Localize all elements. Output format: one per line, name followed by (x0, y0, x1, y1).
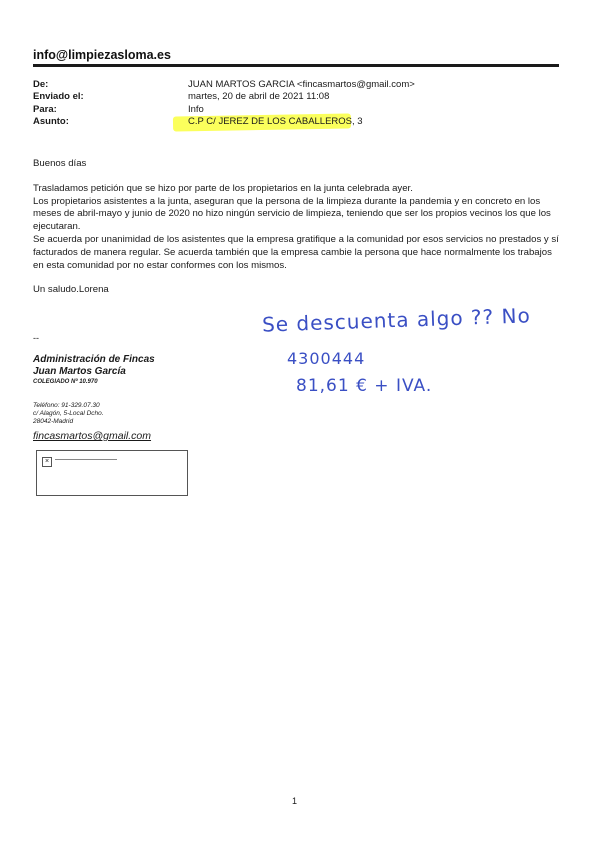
signature-line: Juan Martos García (33, 366, 126, 377)
signature-block (33, 354, 155, 387)
signature-contact (33, 402, 104, 426)
body-paragraph: Se acuerda por unanimidad de los asistentes que la empresa gratifique a la comunidad por esos servicios no prestados y sí facturados de manera regular. Se acuerda también que la empresa cambie la persona que hace normalmente los trabajos en esta comunidad por no estar conformes con los mismos. (33, 233, 559, 271)
handwritten-amount: 81,61 € + IVA. (296, 376, 433, 396)
header-value: martes, 20 de abril de 2021 11:08 (188, 91, 330, 103)
header-value-highlighted (188, 116, 553, 128)
signature-address: c/ Alagón, 5-Local Dcho. (33, 410, 104, 417)
header-row-from (33, 79, 553, 91)
broken-image-placeholder (36, 450, 188, 496)
header-value: Info (188, 103, 204, 115)
header-value: JUAN MARTOS GARCIA <fincasmartos@gmail.com> (188, 79, 415, 90)
body-paragraph: Los propietarios asistentes a la junta, aseguran que la persona de la limpieza durante la pandemia y en concreto en los meses de abril-mayo y junio de 2020 no hizo ningún servicio de limpieza, teniendo que ser los propios vecinos los que los ejecutaran. (33, 195, 551, 233)
email-headers (33, 79, 553, 129)
signature-line: Administración de Fincas (33, 354, 155, 365)
signature-address: 28042-Madrid (33, 418, 74, 425)
handwritten-number: 4300444 (287, 349, 366, 368)
header-label: Asunto: (33, 116, 69, 128)
signature-colegiado: COLEGIADO Nº 10.970 (33, 379, 98, 385)
header-row-subject (33, 116, 553, 128)
sender-address: info@limpiezasloma.es (33, 48, 171, 62)
signature-email-link[interactable]: fincasmartos@gmail.com (33, 430, 152, 442)
page-number: 1 (292, 796, 298, 806)
subject-text: C.P C/ JEREZ DE LOS CABALLEROS, 3 (188, 116, 363, 128)
header-row-sent (33, 91, 553, 103)
greeting: Buenos días (33, 158, 87, 169)
signature-separator: -- (33, 333, 39, 343)
header-label: Enviado el: (33, 91, 84, 103)
body-paragraph: Trasladamos petición que se hizo por parte de los propietarios en la junta celebrada ayer. (33, 182, 413, 194)
header-label: De: (33, 79, 49, 90)
handwritten-note: Se descuenta algo ?? No (261, 303, 532, 337)
image-alt-line (55, 459, 117, 460)
closing: Un saludo.Lorena (33, 284, 109, 296)
header-rule (33, 64, 559, 67)
header-label: Para: (33, 103, 57, 115)
signature-phone: Teléfono: 91-329.07.30 (33, 402, 100, 409)
broken-image-icon: × (42, 457, 52, 467)
email-body (33, 158, 561, 297)
